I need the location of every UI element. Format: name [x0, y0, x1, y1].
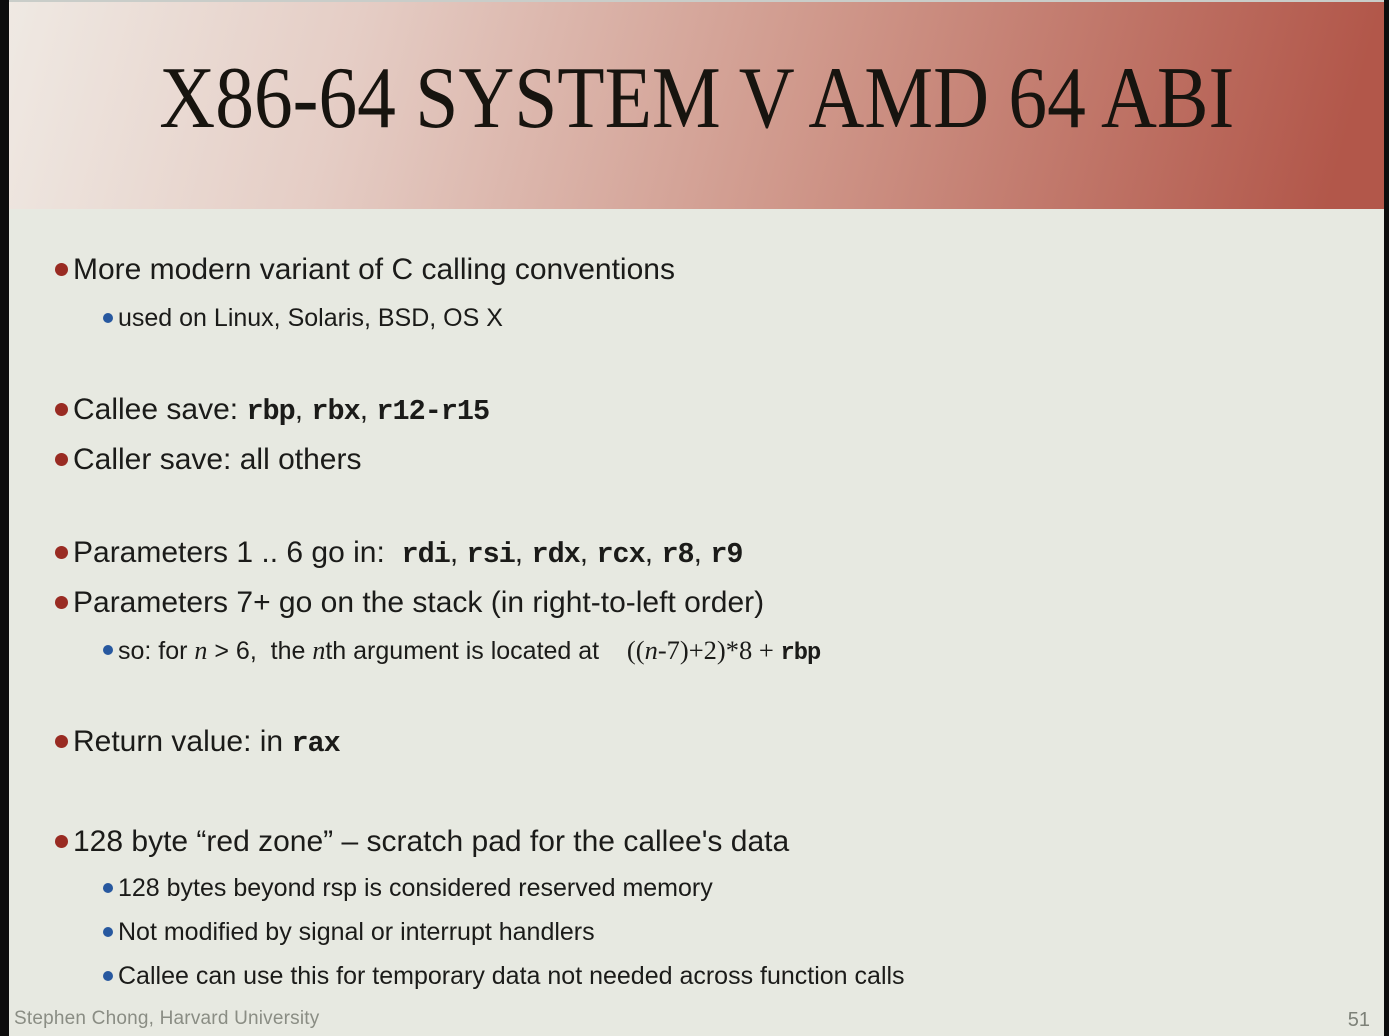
register-name-text: r12-r15	[376, 395, 490, 428]
bullet-text	[73, 438, 361, 482]
bullet-item	[55, 248, 675, 292]
blue-bullet-marker	[103, 313, 113, 323]
slide-body	[9, 207, 1384, 1036]
register-name-text: rsi	[466, 538, 515, 571]
text-segment: Return value: in	[73, 725, 292, 758]
bullet-text	[73, 248, 675, 292]
text-segment: ,	[449, 536, 467, 569]
text-segment: ,	[644, 536, 662, 569]
register-name-text: rdx	[531, 538, 580, 571]
red-bullet-marker	[55, 263, 68, 276]
text-segment: ,	[579, 536, 597, 569]
left-edge-bar	[0, 0, 9, 1036]
sub-bullet-item	[103, 958, 905, 994]
text-segment: ((	[626, 635, 645, 665]
text-segment: n	[312, 636, 326, 665]
text-segment: ,	[693, 536, 711, 569]
text-segment: Callee save:	[73, 393, 247, 426]
right-edge-bar	[1384, 0, 1389, 1036]
text-segment: th argument is located at	[325, 637, 627, 665]
bullet-text	[118, 958, 905, 994]
bullet-text	[73, 720, 340, 766]
bullet-text	[73, 531, 743, 577]
slide-title: X86-64 SYSTEM V AMD 64 ABI	[158, 50, 1235, 147]
register-name-text: rbp	[780, 640, 821, 667]
blue-bullet-marker	[103, 883, 113, 893]
text-segment: Parameters 1 .. 6 go in:	[73, 536, 402, 569]
slide-header	[9, 0, 1384, 209]
bullet-text	[73, 820, 789, 864]
text-segment: n	[194, 636, 208, 665]
sub-bullet-item	[103, 632, 820, 672]
text-segment: More modern variant of C calling conventions	[73, 253, 675, 286]
red-bullet-marker	[55, 546, 68, 559]
text-segment: -7)+2)*8 +	[657, 635, 781, 665]
sub-bullet-item	[103, 870, 713, 906]
sub-bullet-item	[103, 300, 503, 336]
bullet-text	[118, 914, 595, 950]
bullet-text	[118, 300, 503, 336]
bullet-item	[55, 581, 764, 625]
red-bullet-marker	[55, 453, 68, 466]
bullet-item	[55, 438, 361, 482]
text-segment: Not modified by signal or interrupt handlers	[118, 918, 595, 946]
text-segment: ,	[294, 393, 312, 426]
register-name-text: rbp	[246, 395, 295, 428]
register-name-text: r8	[661, 538, 694, 571]
register-name-text: rcx	[596, 538, 645, 571]
text-segment: 128 bytes beyond rsp is considered reserved memory	[118, 874, 713, 902]
blue-bullet-marker	[103, 927, 113, 937]
register-name-text: rbx	[311, 395, 360, 428]
slide	[9, 0, 1384, 1036]
register-name-text: rdi	[401, 538, 450, 571]
footer-credit: Stephen Chong, Harvard University	[14, 1008, 320, 1029]
bullet-item	[55, 531, 743, 577]
text-segment: Caller save: all others	[73, 443, 362, 476]
bullet-text	[73, 581, 764, 625]
bullet-item	[55, 820, 789, 864]
text-segment: Callee can use this for temporary data not needed across function calls	[118, 962, 905, 990]
text-segment: n	[644, 635, 658, 665]
text-segment: 128 byte “red zone” – scratch pad for the callee's data	[73, 825, 790, 858]
register-name-text: r9	[710, 538, 743, 571]
register-name-text: rax	[291, 727, 340, 760]
text-segment: ,	[359, 393, 377, 426]
text-segment: used on Linux, Solaris, BSD, OS X	[118, 304, 503, 332]
text-segment: > 6, the	[207, 637, 313, 665]
text-segment: Parameters 7+ go on the stack (in right-to-left order)	[73, 586, 765, 619]
blue-bullet-marker	[103, 645, 113, 655]
blue-bullet-marker	[103, 971, 113, 981]
sub-bullet-item	[103, 914, 595, 950]
text-segment: ,	[514, 536, 532, 569]
bullet-item	[55, 720, 340, 766]
red-bullet-marker	[55, 403, 68, 416]
red-bullet-marker	[55, 835, 68, 848]
red-bullet-marker	[55, 596, 68, 609]
bullet-text	[73, 388, 489, 434]
bullet-text	[118, 870, 713, 906]
bullet-item	[55, 388, 489, 434]
red-bullet-marker	[55, 735, 68, 748]
bullet-text	[118, 632, 820, 672]
text-segment: so: for	[118, 637, 195, 665]
page-number: 51	[1347, 1009, 1370, 1031]
